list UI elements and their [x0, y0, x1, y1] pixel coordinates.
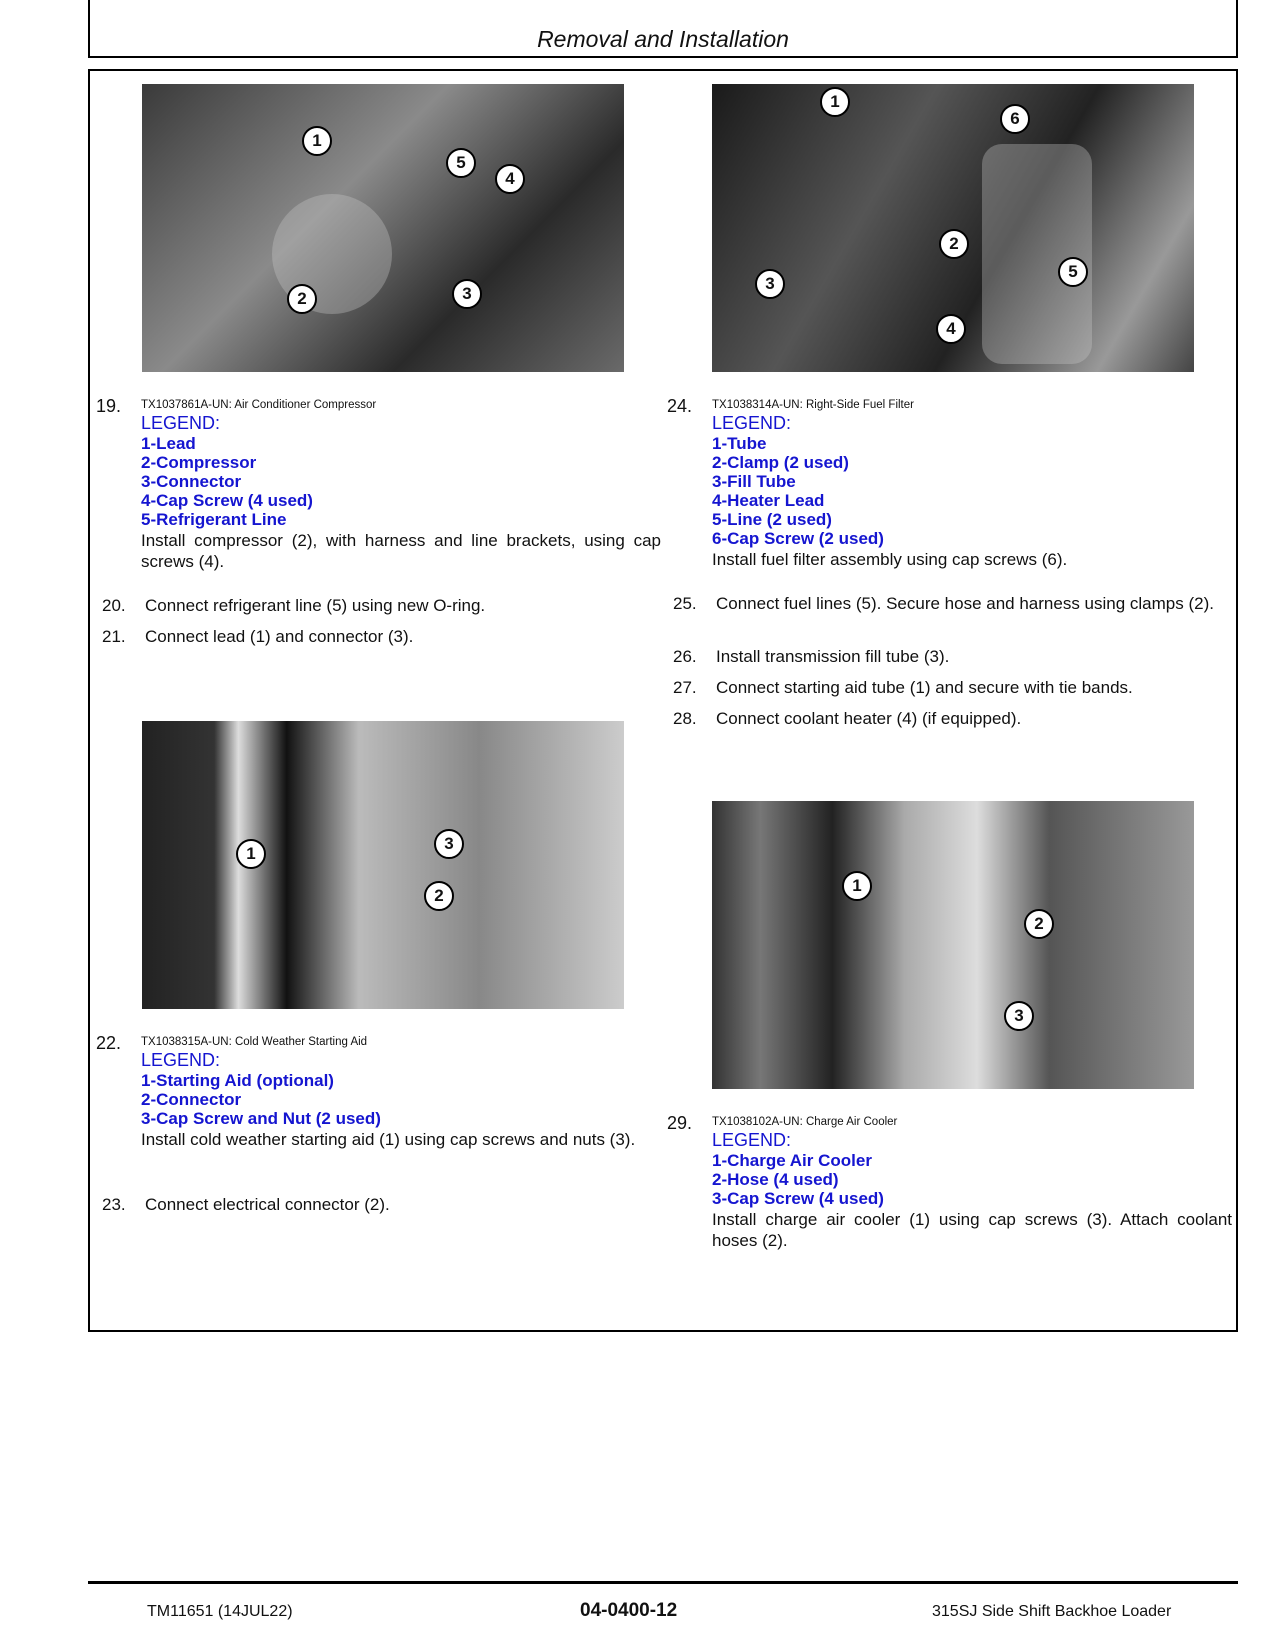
legend-item: 2-Connector	[141, 1090, 242, 1109]
callout: 5	[446, 148, 476, 178]
step-25	[673, 593, 1236, 614]
photo-air-conditioner-compressor	[142, 84, 624, 372]
legend-title: LEGEND:	[141, 413, 221, 433]
legend	[712, 1130, 1232, 1208]
callout: 6	[1000, 104, 1030, 134]
photo-right-side-fuel-filter	[712, 84, 1194, 372]
legend-item: 3-Connector	[141, 472, 242, 491]
step-number: 21.	[102, 627, 126, 646]
step-text: Install transmission fill tube (3).	[716, 647, 950, 666]
legend-item: 1-Starting Aid (optional)	[141, 1071, 334, 1090]
callout: 5	[1058, 257, 1088, 287]
step-number: 26.	[673, 647, 697, 666]
callout: 3	[1004, 1001, 1034, 1031]
photo-charge-air-cooler	[712, 801, 1194, 1089]
callout: 3	[434, 829, 464, 859]
step-number: 24.	[667, 396, 693, 416]
legend-title: LEGEND:	[141, 1050, 221, 1070]
figure-caption: TX1037861A-UN: Air Conditioner Compressor	[141, 399, 377, 411]
footer-product: 315SJ Side Shift Backhoe Loader	[932, 1603, 1172, 1620]
figure-caption-block	[96, 1033, 661, 1150]
legend-item: 4-Cap Screw (4 used)	[141, 491, 313, 510]
legend-item: 1-Tube	[712, 434, 767, 453]
callout: 2	[939, 229, 969, 259]
step-text: Connect coolant heater (4) (if equipped).	[716, 709, 1022, 728]
step-description: Install fuel filter assembly using cap screws (6).	[712, 550, 1068, 569]
legend-item: 3-Cap Screw (4 used)	[712, 1189, 884, 1208]
legend-item: 1-Charge Air Cooler	[712, 1151, 872, 1170]
legend-item: 5-Line (2 used)	[712, 510, 832, 529]
legend	[141, 413, 661, 529]
step-number: 20.	[102, 596, 126, 615]
step-number: 25.	[673, 594, 697, 613]
legend-item: 6-Cap Screw (2 used)	[712, 529, 884, 548]
legend-item: 2-Clamp (2 used)	[712, 453, 849, 472]
step-text: Connect fuel lines (5). Secure hose and harness using clamps (2).	[716, 594, 1214, 613]
step-number: 28.	[673, 709, 697, 728]
step-number: 23.	[102, 1195, 126, 1214]
step-28	[673, 708, 1236, 729]
step-27	[673, 677, 1236, 698]
legend-item: 2-Compressor	[141, 453, 257, 472]
callout: 2	[1024, 909, 1054, 939]
callout: 3	[755, 269, 785, 299]
step-description: Install cold weather starting aid (1) using cap screws and nuts (3).	[141, 1130, 636, 1149]
section-title: Removal and Installation	[537, 26, 789, 52]
step-description: Install charge air cooler (1) using cap screws (3). Attach coolant hoses (2).	[712, 1210, 1232, 1250]
legend-item: 2-Hose (4 used)	[712, 1170, 839, 1189]
callout: 3	[452, 279, 482, 309]
callout: 1	[842, 871, 872, 901]
step-text: Connect lead (1) and connector (3).	[145, 627, 414, 646]
figure-caption: TX1038102A-UN: Charge Air Cooler	[712, 1116, 898, 1128]
legend-item: 4-Heater Lead	[712, 491, 825, 510]
step-text: Connect electrical connector (2).	[145, 1195, 390, 1214]
legend-item: 3-Cap Screw and Nut (2 used)	[141, 1109, 381, 1128]
figure-caption: TX1038315A-UN: Cold Weather Starting Aid	[141, 1036, 368, 1048]
step-21	[102, 626, 665, 647]
legend	[712, 413, 1232, 548]
header-box	[88, 0, 1238, 58]
legend-title: LEGEND:	[712, 1130, 792, 1150]
step-number: 22.	[96, 1033, 122, 1053]
footer-doc-id: TM11651 (14JUL22)	[147, 1603, 293, 1620]
step-20	[102, 595, 665, 616]
callout: 2	[424, 881, 454, 911]
legend	[141, 1050, 661, 1128]
figure-caption-block	[667, 396, 1232, 570]
step-text: Connect refrigerant line (5) using new O-ring.	[145, 596, 486, 615]
callout: 2	[287, 284, 317, 314]
legend-item: 3-Fill Tube	[712, 472, 796, 491]
legend-item: 1-Lead	[141, 434, 196, 453]
callout: 1	[302, 126, 332, 156]
step-text: Connect starting aid tube (1) and secure with tie bands.	[716, 678, 1133, 697]
figure-caption-block	[96, 396, 661, 572]
figure-caption-block	[667, 1113, 1232, 1251]
footer-page-number: 04-0400-12	[580, 1600, 678, 1621]
step-number: 29.	[667, 1113, 693, 1133]
callout: 4	[936, 314, 966, 344]
step-number: 27.	[673, 678, 697, 697]
step-23	[102, 1194, 665, 1215]
legend-item: 5-Refrigerant Line	[141, 510, 287, 529]
callout: 1	[820, 87, 850, 117]
footer-divider	[88, 1581, 1238, 1584]
figure-caption: TX1038314A-UN: Right-Side Fuel Filter	[712, 399, 914, 411]
step-number: 19.	[96, 396, 122, 416]
legend-title: LEGEND:	[712, 413, 792, 433]
callout: 1	[236, 839, 266, 869]
photo-cold-weather-starting-aid	[142, 721, 624, 1009]
step-description: Install compressor (2), with harness and line brackets, using cap screws (4).	[141, 531, 661, 571]
step-26	[673, 646, 1236, 667]
callout: 4	[495, 164, 525, 194]
